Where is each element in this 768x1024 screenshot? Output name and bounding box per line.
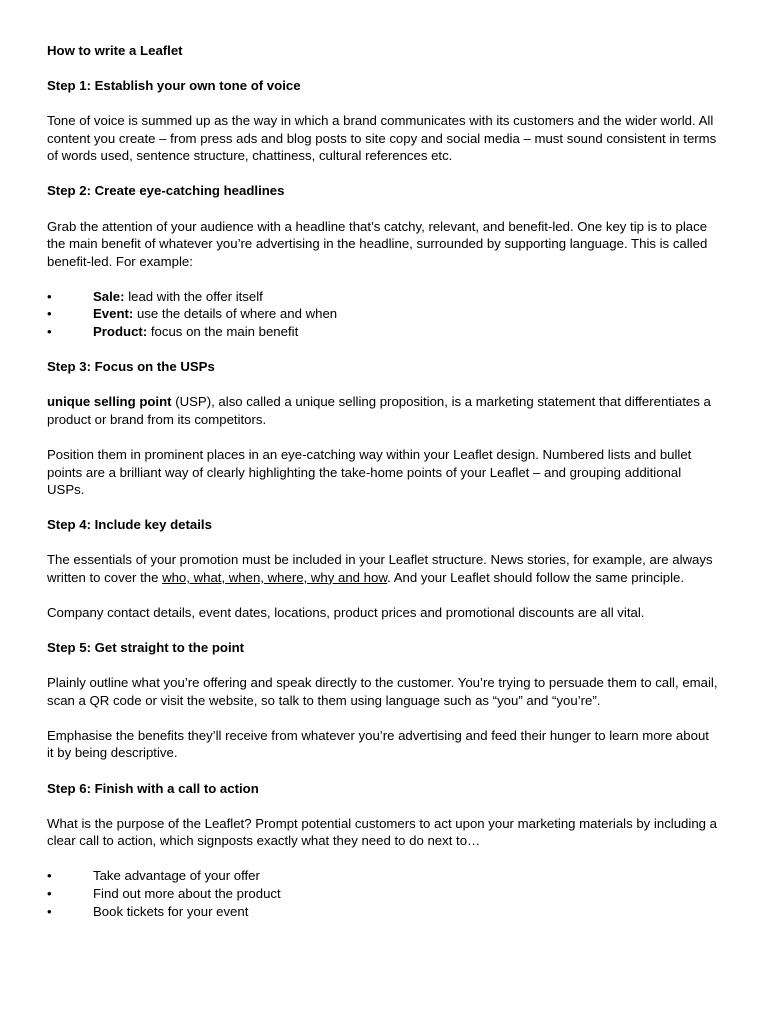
list-item — [47, 305, 718, 323]
list-item-text: lead with the offer itself — [124, 288, 263, 304]
step1-heading: Step 1: Establish your own tone of voice — [47, 78, 301, 94]
list-item-label: Product: — [93, 324, 148, 340]
list-item — [47, 323, 718, 341]
step4-paragraph-1 — [47, 551, 718, 586]
list-item-text: Book tickets for your event — [93, 903, 249, 919]
list-item — [47, 903, 718, 921]
usp-term: unique selling point — [47, 394, 172, 410]
bullet-icon: • — [47, 885, 52, 901]
list-item-text: Find out more about the product — [93, 885, 281, 901]
step2-paragraph: Grab the attention of your audience with a headline that’s catchy, relevant, and benefit-led. One key tip is to place the main benefit of whatever you’re advertising in the headline, surrounded by supporting language. This is called benefit-led. For example: — [47, 218, 708, 269]
step1-paragraph: Tone of voice is summed up as the way in which a brand communicates with its customers and the wider world. All content you create – from press ads and blog posts to site copy and social media – must sound consistent in terms of words used, sentence structure, chattiness, cultural references etc. — [47, 113, 717, 164]
step4-text-after: . And your Leaflet should follow the same principle. — [387, 569, 685, 585]
list-item-text: use the details of where and when — [133, 306, 338, 322]
usp-definition: (USP), also called a unique selling proposition, is a marketing statement that differentiates a product or brand from its competitors. — [47, 394, 711, 427]
step5-heading: Step 5: Get straight to the point — [47, 640, 245, 656]
step5-paragraph-2: Emphasise the benefits they’ll receive from whatever you’re advertising and feed their hunger to learn more about it by being descriptive. — [47, 727, 709, 761]
list-item-text: Take advantage of your offer — [93, 868, 260, 884]
step2-heading: Step 2: Create eye-catching headlines — [47, 183, 285, 199]
list-item — [47, 288, 718, 306]
bullet-icon: • — [47, 868, 52, 884]
step4-heading: Step 4: Include key details — [47, 517, 212, 533]
list-item — [47, 885, 718, 903]
step5-paragraph-1: Plainly outline what you’re offering and speak directly to the customer. You’re trying to persuade them to call, email, scan a QR code or visit the website, so talk to them using language such as “you” and “you’re”. — [47, 675, 718, 708]
document-title: How to write a Leaflet — [47, 43, 183, 58]
step2-bullet-list — [47, 288, 718, 341]
step3-heading: Step 3: Focus on the USPs — [47, 359, 215, 375]
bullet-icon: • — [47, 288, 52, 304]
step6-heading: Step 6: Finish with a call to action — [47, 780, 259, 796]
step6-paragraph: What is the purpose of the Leaflet? Prompt potential customers to act upon your marketing materials by including a clear call to action, which signposts exactly what they need to do next to… — [47, 815, 717, 849]
five-ws-link[interactable]: who, what, when, where, why and how — [162, 569, 388, 585]
step4-text-before: The essentials of your promotion must be included in your Leaflet structure. News stories, for example, are always written to cover the — [47, 552, 713, 585]
bullet-icon: • — [47, 324, 52, 340]
list-item-text: focus on the main benefit — [147, 324, 299, 340]
step3-paragraph-2: Position them in prominent places in an eye-catching way within your Leaflet design. Numbered lists and bullet points are a brilliant way of clearly highlighting the take-home points of your Leaflet – and grouping additional USPs. — [47, 446, 692, 498]
list-item — [47, 867, 718, 885]
step3-paragraph-1 — [47, 393, 718, 428]
bullet-icon: • — [47, 903, 52, 919]
step4-paragraph-2: Company contact details, event dates, locations, product prices and promotional discounts are all vital. — [47, 604, 645, 620]
list-item-label: Event: — [93, 306, 134, 322]
bullet-icon: • — [47, 306, 52, 322]
step6-bullet-list — [47, 867, 718, 920]
list-item-label: Sale: — [93, 288, 125, 304]
